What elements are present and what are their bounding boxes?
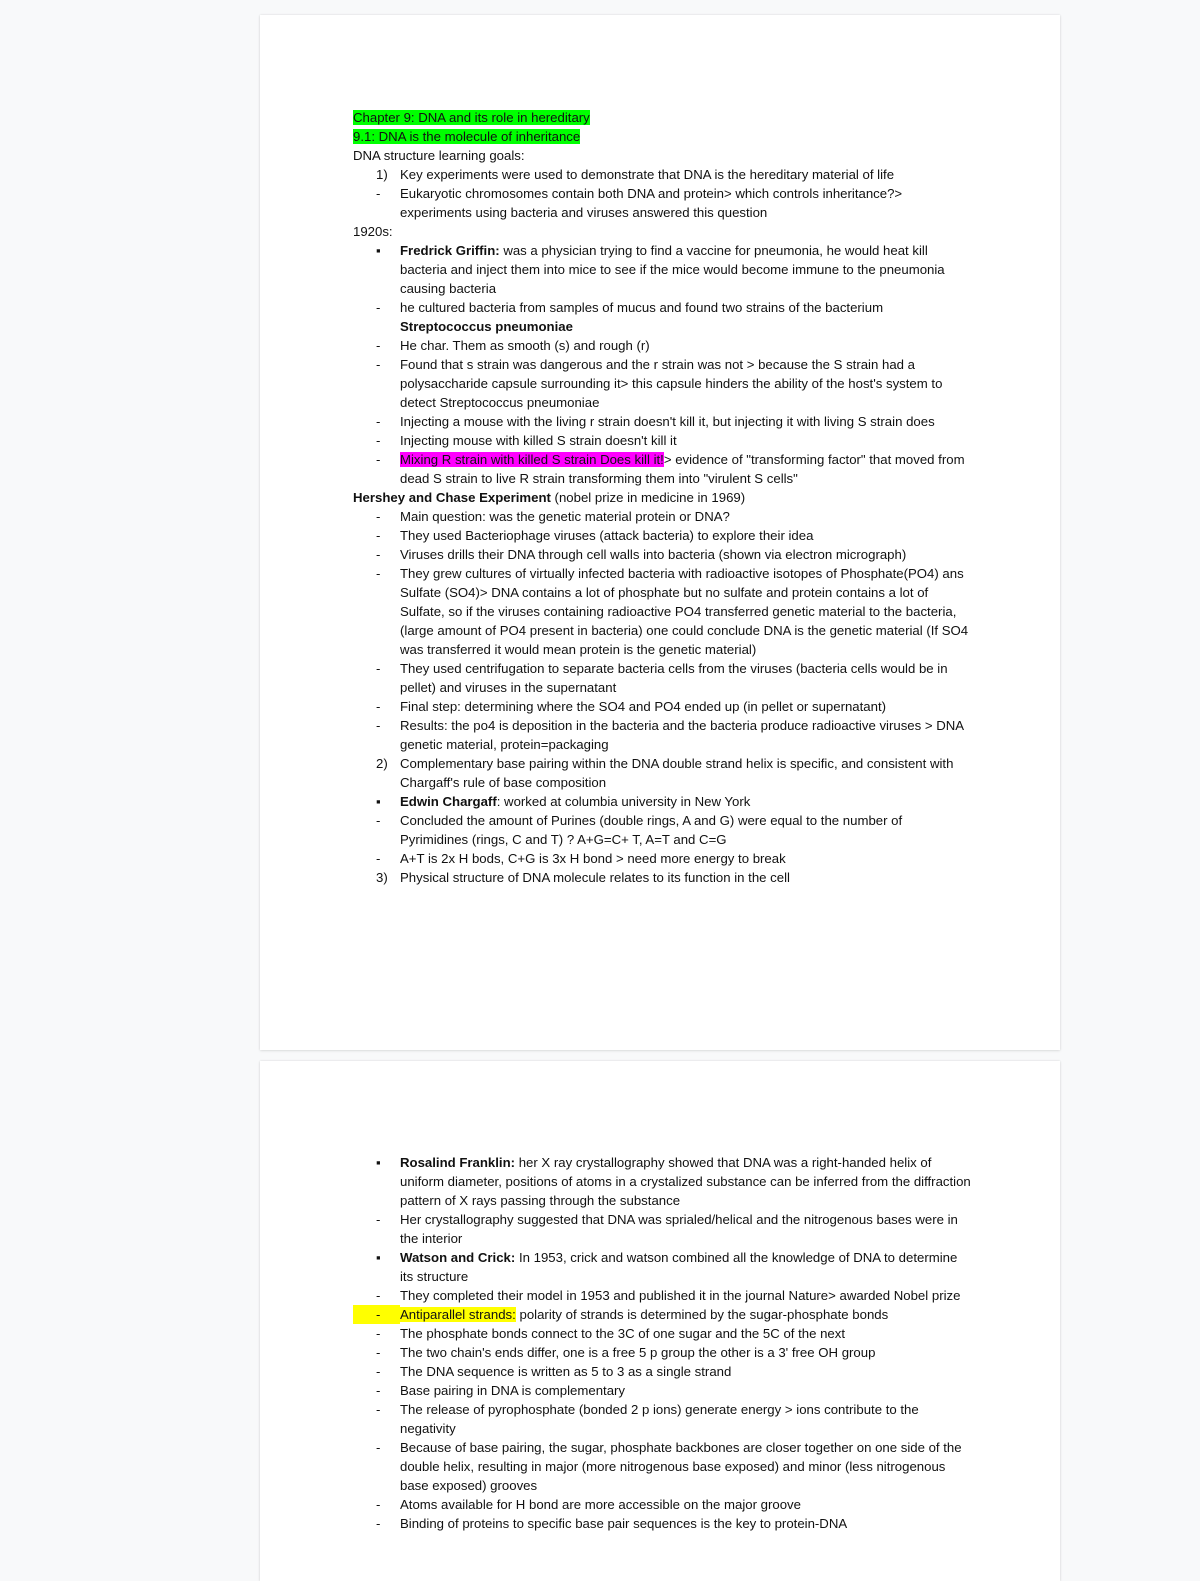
chapter-title: Chapter 9: DNA and its role in hereditary <box>353 110 590 125</box>
list-item-text: Final step: determining where the SO4 and PO4 ended up (in pellet or supernatant) <box>400 699 887 714</box>
bullet-marker: ▪ <box>376 1155 381 1170</box>
list-item-text: Complementary base pairing within the DNA double strand helix is specific, and consistent with Chargaff's rule of base composition <box>400 756 954 790</box>
list-item-text: Base pairing in DNA is complementary <box>400 1383 626 1398</box>
dash-marker: - <box>376 1288 381 1303</box>
list-item-text: Eukaryotic chromosomes contain both DNA and protein> which controls inheritance?> experiments using bacteria and viruses answered this question <box>400 186 903 220</box>
list-item <box>353 450 973 488</box>
list-item <box>353 184 973 222</box>
list-item <box>353 716 973 754</box>
list-item <box>353 1153 973 1210</box>
chapter-title-line <box>353 108 973 127</box>
list-item-text: They grew cultures of virtually infected bacteria with radioactive isotopes of Phosphate(PO4) ans Sulfate (SO4)> DNA contains a lot of phosphate but no sulfate and protein contains a lot of Sulfate, so if the viruses containing radioactive PO4 transferred genetic material to the bacteria, (large amount of PO4 present in bacteria) one could conclude DNA is the genetic material (If SO4 was transferred it would mean protein is the genetic material) <box>400 566 969 657</box>
list-item <box>353 564 973 659</box>
list-item <box>353 811 973 849</box>
list-item-text: Her crystallography suggested that DNA was sprialed/helical and the nitrogenous bases were in the interior <box>400 1212 958 1246</box>
list-item-text: Viruses drills their DNA through cell walls into bacteria (shown via electron micrograph) <box>400 547 907 562</box>
list-item-text: Injecting a mouse with the living r strain doesn't kill it, but injecting it with living S strain does <box>400 414 935 429</box>
list-item-text: Atoms available for H bond are more accessible on the major groove <box>400 1497 801 1512</box>
list-number: 3) <box>376 870 388 885</box>
list-item <box>353 1362 973 1381</box>
list-item <box>353 849 973 868</box>
bullet-marker: ▪ <box>376 794 381 809</box>
list-item-text: The DNA sequence is written as 5 to 3 as a single strand <box>400 1364 732 1379</box>
dash-marker: - <box>376 414 381 429</box>
dash-marker: - <box>376 300 381 315</box>
list-item-text: Injecting mouse with killed S strain doesn't kill it <box>400 433 677 448</box>
dash-marker: - <box>376 1326 381 1341</box>
document-page-1 <box>260 15 1060 1050</box>
list-item-text: They completed their model in 1953 and published it in the journal Nature> awarded Nobel prize <box>400 1288 961 1303</box>
list-item <box>353 355 973 412</box>
dash-marker: - <box>376 718 381 733</box>
list-item <box>353 1514 973 1533</box>
list-item <box>353 1381 973 1400</box>
list-item-text: Results: the po4 is deposition in the bacteria and the bacteria produce radioactive viruses > DNA genetic material, protein=packaging <box>400 718 964 752</box>
page-2-content <box>353 1153 973 1533</box>
dash-marker: - <box>376 699 381 714</box>
list-item-text: Rosalind Franklin: her X ray crystallography showed that DNA was a right-handed helix of uniform diameter, positions of atoms in a crystalized substance can be inferred from the diffraction pattern of X rays passing through the substance <box>400 1155 971 1208</box>
dash-marker: - <box>376 1212 381 1227</box>
list-item <box>353 1495 973 1514</box>
list-item <box>353 792 973 811</box>
goals-heading: DNA structure learning goals: <box>353 148 525 163</box>
list-item-text: The release of pyrophosphate (bonded 2 p ions) generate energy > ions contribute to the negativity <box>400 1402 919 1436</box>
list-item-text: Key experiments were used to demonstrate that DNA is the hereditary material of life <box>400 167 895 182</box>
dash-marker: - <box>353 1305 400 1324</box>
list-item <box>353 1305 973 1324</box>
list-item <box>353 431 973 450</box>
dash-marker: - <box>376 1440 381 1455</box>
list-item-text: Antiparallel strands: polarity of strands is determined by the sugar-phosphate bonds <box>400 1307 889 1322</box>
list-number: 2) <box>376 756 388 771</box>
dash-marker: - <box>376 433 381 448</box>
dash-marker: - <box>376 1345 381 1360</box>
list-item <box>353 754 973 792</box>
list-item-text: Watson and Crick: In 1953, crick and watson combined all the knowledge of DNA to determine its structure <box>400 1250 958 1284</box>
list-item <box>353 659 973 697</box>
list-item <box>353 165 973 184</box>
dash-marker: - <box>376 566 381 581</box>
list-item <box>353 298 973 336</box>
list-item <box>353 412 973 431</box>
list-item <box>353 1438 973 1495</box>
dash-marker: - <box>376 338 381 353</box>
list-item-text: Concluded the amount of Purines (double rings, A and G) were equal to the number of Pyrimidines (rings, C and T) ? A+G=C+ T, A=T and C=G <box>400 813 903 847</box>
list-item <box>353 1286 973 1305</box>
list-item <box>353 241 973 298</box>
list-item-text: He char. Them as smooth (s) and rough (r) <box>400 338 650 353</box>
list-item-text: Because of base pairing, the sugar, phosphate backbones are closer together on one side of the double helix, resulting in major (more nitrogenous base exposed) and minor (less nitrogenous base exposed) grooves <box>400 1440 962 1493</box>
dash-marker: - <box>376 186 381 201</box>
person-name: Fredrick Griffin: <box>400 243 500 258</box>
highlighted-text: Mixing R strain with killed S strain Does kill it! <box>400 452 664 467</box>
dash-marker: - <box>376 851 381 866</box>
list-number: 1) <box>376 167 388 182</box>
highlighted-text: Antiparallel strands: <box>400 1307 516 1322</box>
list-item-text: They used centrifugation to separate bacteria cells from the viruses (bacteria cells would be in pellet) and viruses in the supernatant <box>400 661 948 695</box>
dash-marker: - <box>376 547 381 562</box>
list-item <box>353 868 973 887</box>
list-item <box>353 1324 973 1343</box>
list-item <box>353 1400 973 1438</box>
list-item <box>353 1343 973 1362</box>
list-item-text: he cultured bacteria from samples of mucus and found two strains of the bacterium Streptococcus pneumoniae <box>400 300 884 334</box>
list-item-text: The phosphate bonds connect to the 3C of one sugar and the 5C of the next <box>400 1326 846 1341</box>
list-item-text: They used Bacteriophage viruses (attack bacteria) to explore their idea <box>400 528 814 543</box>
list-item-text: Fredrick Griffin: was a physician trying to find a vaccine for pneumonia, he would heat kill bacteria and inject them into mice to see if the mice would become immune to the pneumonia causing bacteria <box>400 243 945 296</box>
list-item-text: Main question: was the genetic material protein or DNA? <box>400 509 730 524</box>
person-name: Rosalind Franklin: <box>400 1155 516 1170</box>
person-name: Edwin Chargaff <box>400 794 497 809</box>
list-item-text: Binding of proteins to specific base pair sequences is the key to protein-DNA <box>400 1516 848 1531</box>
list-item-text: Edwin Chargaff: worked at columbia university in New York <box>400 794 751 809</box>
list-item-text: Mixing R strain with killed S strain Does kill it!> evidence of "transforming factor" that moved from dead S strain to live R strain transforming them into "virulent S cells" <box>400 452 965 486</box>
species-name: Streptococcus pneumoniae <box>400 319 573 334</box>
dash-marker: - <box>376 509 381 524</box>
era-heading: 1920s: <box>353 224 393 239</box>
dash-marker: - <box>376 1516 381 1531</box>
dash-marker: - <box>376 1497 381 1512</box>
dash-marker: - <box>376 1364 381 1379</box>
section-title: 9.1: DNA is the molecule of inheritance <box>353 129 581 144</box>
dash-marker: - <box>376 357 381 372</box>
dash-marker: - <box>376 528 381 543</box>
dash-marker: - <box>376 661 381 676</box>
bullet-marker: ▪ <box>376 1250 381 1265</box>
person-name: Watson and Crick: <box>400 1250 516 1265</box>
hershey-heading: Hershey and Chase Experiment (nobel prize in medicine in 1969) <box>353 490 746 505</box>
list-item-text: Physical structure of DNA molecule relates to its function in the cell <box>400 870 790 885</box>
list-item <box>353 507 973 526</box>
dash-marker: - <box>376 813 381 828</box>
list-item-text: Found that s strain was dangerous and the r strain was not > because the S strain had a polysaccharide capsule surrounding it> this capsule hinders the ability of the host's system to detect Streptococcus pneumoniae <box>400 357 943 410</box>
dash-marker: - <box>376 1383 381 1398</box>
list-item <box>353 1248 973 1286</box>
list-item <box>353 697 973 716</box>
list-item-text: A+T is 2x H bods, C+G is 3x H bond > need more energy to break <box>400 851 786 866</box>
list-item <box>353 336 973 355</box>
list-item <box>353 545 973 564</box>
dash-marker: - <box>376 1402 381 1417</box>
list-item <box>353 526 973 545</box>
section-title-line <box>353 127 973 146</box>
bullet-marker: ▪ <box>376 243 381 258</box>
dash-marker: - <box>376 452 381 467</box>
document-page-2 <box>260 1061 1060 1581</box>
list-item-text: The two chain's ends differ, one is a free 5 p group the other is a 3' free OH group <box>400 1345 876 1360</box>
page-1-content <box>353 108 973 887</box>
list-item <box>353 1210 973 1248</box>
